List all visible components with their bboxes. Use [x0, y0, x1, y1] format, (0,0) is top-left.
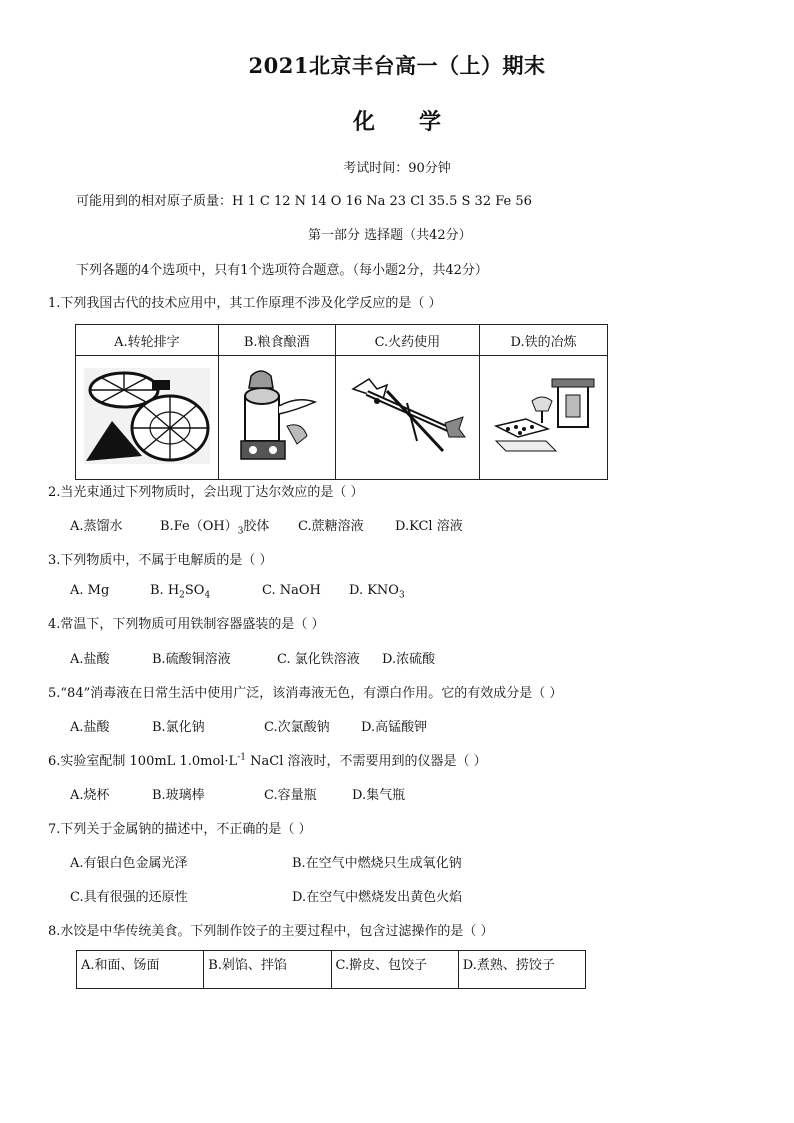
q3-option-a: A. Mg: [70, 583, 110, 598]
q3-option-d: D. $KNO_3$: [349, 583, 405, 601]
question-4-stem: 4.常温下，下列物质可用铁制容器盛装的是（ ）: [48, 617, 325, 632]
q1-image-b-cell: [218, 356, 335, 480]
subject-char-2: 学: [419, 109, 442, 135]
q6-option-d: D.集气瓶: [352, 788, 406, 803]
q1-option-b-label: B.粮食酿酒: [218, 325, 335, 356]
q3-option-c: C. NaOH: [262, 583, 321, 598]
part-heading: 第一部分 选择题（共42分）: [308, 228, 472, 243]
q8-option-a: A.和面、饧面: [77, 951, 204, 989]
q1-option-c-label: C.火药使用: [335, 325, 480, 356]
q1-image-c-cell: [335, 356, 480, 480]
q8-option-d: D.煮熟、捞饺子: [458, 951, 585, 989]
q8-option-b: B.剁馅、拌馅: [204, 951, 331, 989]
q4-option-a: A.盐酸: [70, 652, 110, 667]
q2-option-c: C.蔗糖溶液: [298, 519, 364, 534]
q2-option-b: $B.Fe(OH)_3$胶体: [160, 519, 270, 537]
question-3-stem: 3.下列物质中，不属于电解质的是（ ）: [48, 553, 273, 568]
q7-option-b: B.在空气中燃烧只生成氧化钠: [292, 856, 462, 871]
q6-option-c: C.容量瓶: [264, 788, 317, 803]
q4-option-d: D.浓硫酸: [382, 652, 436, 667]
q7-option-d: D.在空气中燃烧发出黄色火焰: [292, 890, 463, 905]
q5-option-d: D.高锰酸钾: [361, 720, 428, 735]
subject-title: [0, 105, 794, 136]
exam-time: 考试时间：90分钟: [343, 161, 451, 176]
gunpowder-rocket-illustration: [347, 371, 467, 461]
exam-title: 2021北京丰台高一（上）期末: [248, 53, 546, 78]
q7-option-a: A.有银白色金属光泽: [70, 856, 188, 871]
q2-option-a: A.蒸馏水: [70, 519, 123, 534]
question-1-stem: 1.下列我国古代的技术应用中，其工作原理不涉及化学反应的是（ ）: [48, 296, 442, 311]
iron-smelting-illustration: [486, 371, 601, 461]
q5-option-b: B.氯化钠: [152, 720, 205, 735]
q1-option-a-label: A.转轮排字: [76, 325, 219, 356]
subject-char-1: 化: [352, 109, 375, 135]
question-7-stem: 7.下列关于金属钠的描述中，不正确的是（ ）: [48, 822, 312, 837]
q8-option-c: C.擀皮、包饺子: [331, 951, 458, 989]
q6-option-b: B.玻璃棒: [152, 788, 205, 803]
question-6-stem: 6.实验室配制 100mL $1.0mol\cdot L^{-1}$ NaCl 溶液时，不需要用到的仪器是（ ）: [48, 752, 487, 769]
instruction: 下列各题的4个选项中，只有1个选项符合题意。（每小题2分，共42分）: [76, 263, 488, 278]
type-wheel-illustration: [82, 366, 212, 466]
question-2-stem: 2.当光束通过下列物质时，会出现丁达尔效应的是（ ）: [48, 485, 364, 500]
q1-image-d-cell: [480, 356, 608, 480]
q4-option-b: B.硫酸铜溶液: [152, 652, 231, 667]
q1-image-a-cell: [76, 356, 219, 480]
question-8-table: [76, 950, 586, 989]
q6-option-a: A.烧杯: [70, 788, 110, 803]
q4-option-c: C. 氯化铁溶液: [277, 652, 360, 667]
atomic-masses: 可能用到的相对原子质量：H 1 C 12 N 14 O 16 Na 23 Cl 35.5 S 32 Fe 56: [76, 194, 532, 209]
q5-option-a: A.盐酸: [70, 720, 110, 735]
question-8-stem: 8.水饺是中华传统美食。下列制作饺子的主要过程中，包含过滤操作的是（ ）: [48, 924, 494, 939]
q2-option-d: D.KCl 溶液: [395, 519, 463, 534]
q1-option-d-label: D.铁的冶炼: [480, 325, 608, 356]
q3-option-b: B. $H_2SO_4$: [150, 583, 211, 601]
q7-option-c: C.具有很强的还原性: [70, 890, 188, 905]
q5-option-c: C.次氯酸钠: [264, 720, 330, 735]
wine-brewing-illustration: [227, 366, 327, 466]
question-5-stem: 5.“84”消毒液在日常生活中使用广泛，该消毒液无色，有漂白作用。它的有效成分是（ ）: [48, 686, 563, 701]
question-1-table: [75, 324, 608, 480]
